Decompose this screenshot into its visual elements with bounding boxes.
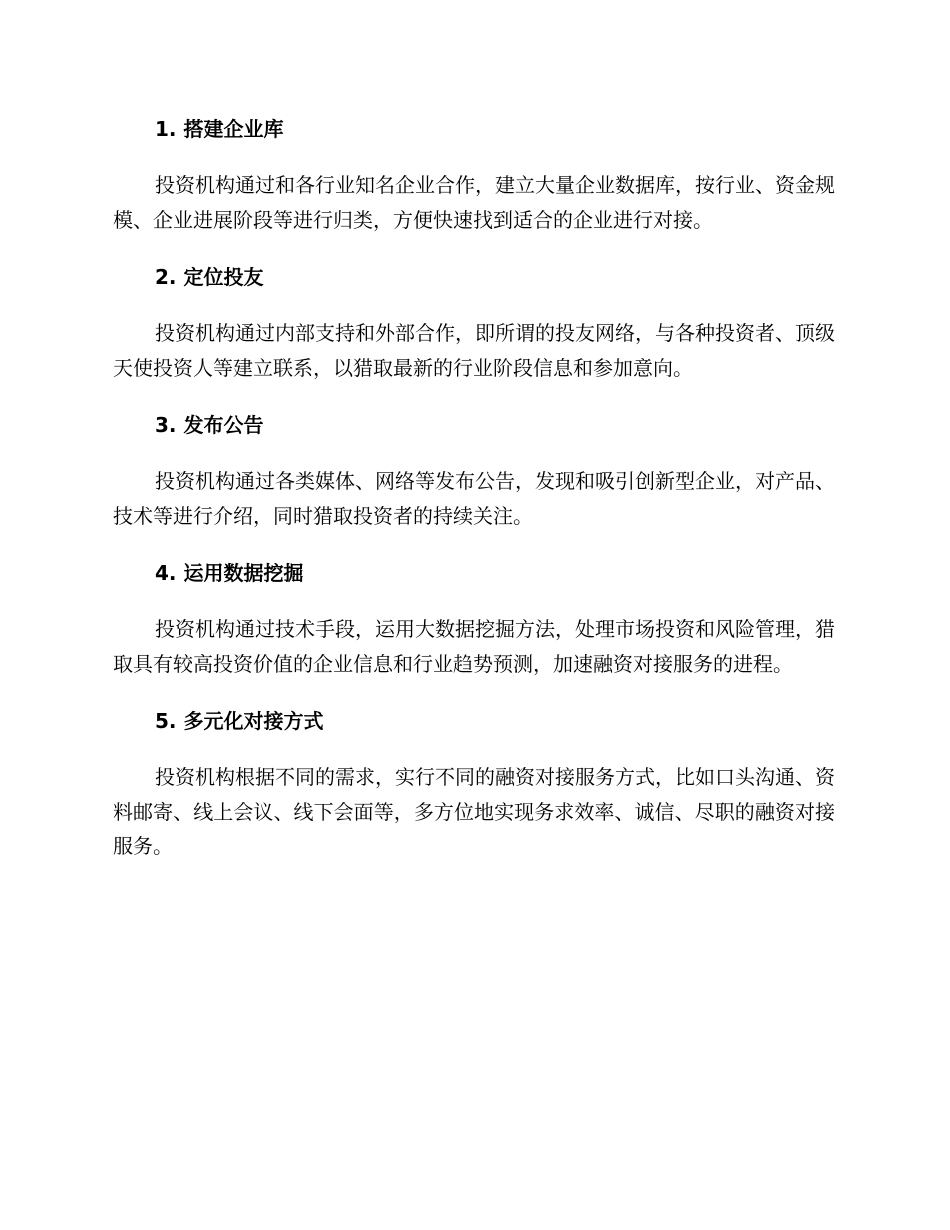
section-heading: 1. 搭建企业库 <box>155 117 284 141</box>
section-3 <box>113 408 835 533</box>
section-heading: 5. 多元化对接方式 <box>155 709 324 733</box>
section-heading: 3. 发布公告 <box>155 413 264 437</box>
section-paragraph: 投资机构通过各类媒体、网络等发布公告，发现和吸引创新型企业，对产品、技术等进行介绍，同时猎取投资者的持续关注。 <box>113 469 835 528</box>
document-page <box>113 112 835 864</box>
section-2 <box>113 260 835 385</box>
section-1 <box>113 112 835 237</box>
section-heading: 4. 运用数据挖掘 <box>155 561 304 585</box>
section-5 <box>113 704 835 864</box>
section-paragraph: 投资机构通过技术手段，运用大数据挖掘方法，处理市场投资和风险管理，猎取具有较高投资价值的企业信息和行业趋势预测，加速融资对接服务的进程。 <box>113 617 835 676</box>
section-heading: 2. 定位投友 <box>155 265 264 289</box>
section-4 <box>113 556 835 681</box>
section-paragraph: 投资机构通过内部支持和外部合作，即所谓的投友网络，与各种投资者、顶级天使投资人等建立联系，以猎取最新的行业阶段信息和参加意向。 <box>113 321 835 380</box>
section-paragraph: 投资机构根据不同的需求，实行不同的融资对接服务方式，比如口头沟通、资料邮寄、线上会议、线下会面等，多方位地实现务求效率、诚信、尽职的融资对接服务。 <box>113 765 835 858</box>
section-paragraph: 投资机构通过和各行业知名企业合作，建立大量企业数据库，按行业、资金规模、企业进展阶段等进行归类，方便快速找到适合的企业进行对接。 <box>113 173 835 232</box>
